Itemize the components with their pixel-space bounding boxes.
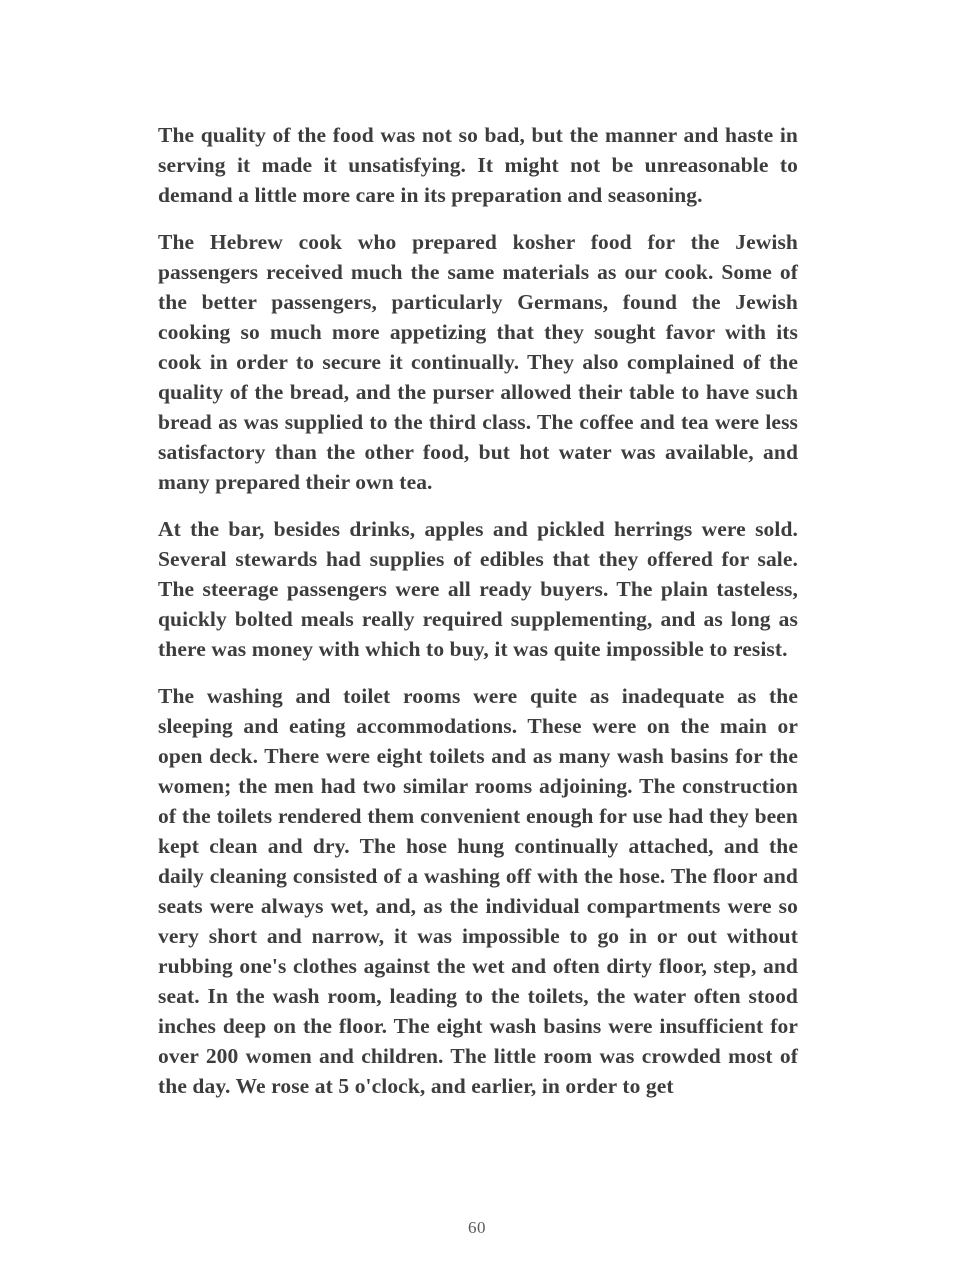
- body-text: [158, 120, 798, 1118]
- page-footer: [0, 1218, 954, 1238]
- page-number: 60: [468, 1218, 486, 1237]
- paragraph-1: The quality of the food was not so bad, but the manner and haste in serving it made it unsatisfying. It might not be unreasonable to demand a little more care in its preparation and seasoning.: [158, 123, 798, 207]
- paragraph-2: The Hebrew cook who prepared kosher food for the Jewish passengers received much the same materials as our cook. Some of the better passengers, particularly Germans, found the Jewish cooking so much more appetizing that they sought favor with its cook in order to secure it continually. They also complained of the quality of the bread, and the purser allowed their table to have such bread as was supplied to the third class. The coffee and tea were less satisfactory than the other food, but hot water was available, and many prepared their own tea.: [158, 230, 798, 494]
- paragraph-3: At the bar, besides drinks, apples and pickled herrings were sold. Several stewards had supplies of edibles that they offered for sale. The steerage passengers were all ready buyers. The plain tasteless, quickly bolted meals really required supplementing, and as long as there was money with which to buy, it was quite impossible to resist.: [158, 517, 798, 661]
- paragraph-4: The washing and toilet rooms were quite as inadequate as the sleeping and eating accommodations. These were on the main or open deck. There were eight toilets and as many wash basins for the women; the men had two similar rooms adjoining. The construction of the toilets rendered them convenient enough for use had they been kept clean and dry. The hose hung continually attached, and the daily cleaning consisted of a washing off with the hose. The floor and seats were always wet, and, as the individual compartments were so very short and narrow, it was impossible to go in or out without rubbing one's clothes against the wet and often dirty floor, step, and seat. In the wash room, leading to the toilets, the water often stood inches deep on the floor. The eight wash basins were insufficient for over 200 women and children. The little room was crowded most of the day. We rose at 5 o'clock, and earlier, in order to get: [158, 684, 798, 1098]
